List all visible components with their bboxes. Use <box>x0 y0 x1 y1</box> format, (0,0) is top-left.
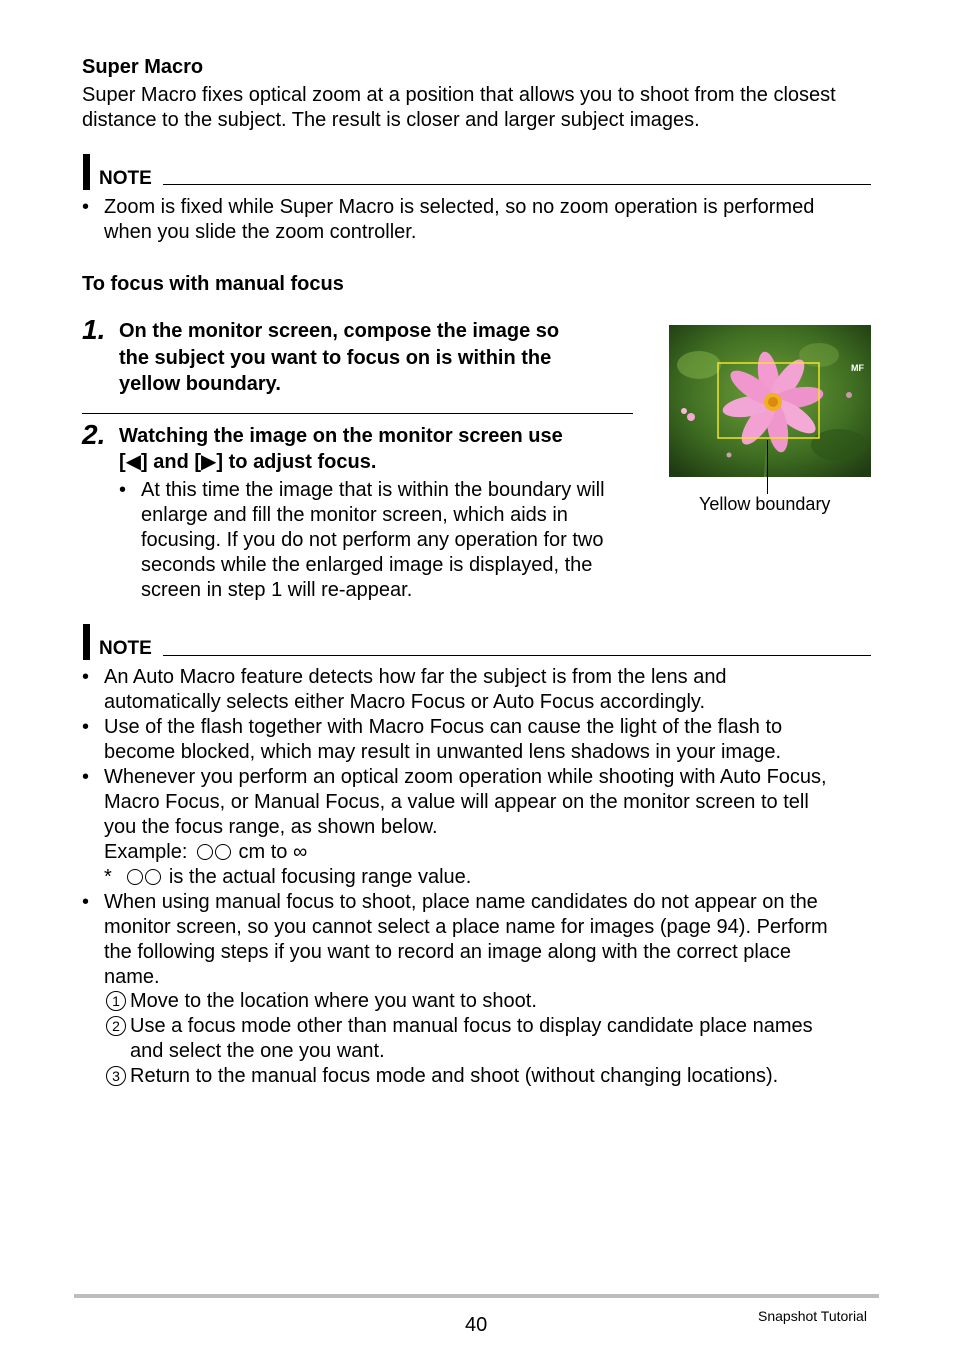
monitor-screen-image <box>669 325 871 477</box>
step-2-line-1: Watching the image on the monitor screen use <box>119 425 563 447</box>
step-1-line-2: the subject you want to focus on is within the <box>119 347 552 369</box>
note-marker-bar <box>83 154 90 190</box>
focus-range-footnote <box>104 865 471 890</box>
placeholder-circle-icon <box>197 844 213 860</box>
note2-b3-line-3: you the focus range, as shown below. <box>104 816 438 838</box>
step-2-sub-line-1: At this time the image that is within the boundary will <box>141 479 605 501</box>
note2-b1-line-1: An Auto Macro feature detects how far the subject is from the lens and <box>104 666 727 688</box>
note2-b1-line-2: automatically selects either Macro Focus or Auto Focus accordingly. <box>104 691 705 713</box>
mf-badge: MF <box>851 363 864 373</box>
numbered-step-2-line-2: and select the one you want. <box>130 1040 385 1062</box>
step-2-sub-line-5: screen in step 1 will re-appear. <box>141 579 413 601</box>
note2-bullet-2 <box>82 715 783 740</box>
bullet-dot: • <box>82 716 90 738</box>
flower-photo <box>669 325 871 477</box>
note-rule <box>163 655 871 656</box>
page-number: 40 <box>465 1314 488 1336</box>
step-1-number: 1. <box>82 314 106 345</box>
step-2-number: 2. <box>82 419 106 450</box>
numbered-step-2-text: Use a focus mode other than manual focus to display candidate place names <box>130 1015 813 1037</box>
note2-bullet-4 <box>82 890 818 915</box>
focus-range-example <box>104 840 307 865</box>
numbered-step-2 <box>106 1014 813 1039</box>
super-macro-line-1: Super Macro fixes optical zoom at a position that allows you to shoot from the closest <box>82 84 836 106</box>
note2-b2-line-1: Use of the flash together with Macro Focus can cause the light of the flash to <box>104 716 783 738</box>
note2-b3-line-1: Whenever you perform an optical zoom operation while shooting with Auto Focus, <box>104 766 827 788</box>
placeholder-circle-icon <box>215 844 231 860</box>
bullet-dot: • <box>82 891 90 913</box>
callout-leader-line <box>767 440 768 494</box>
step-1-line-1: On the monitor screen, compose the image so <box>119 320 560 342</box>
note1-line-1: Zoom is fixed while Super Macro is selected, so no zoom operation is performed <box>104 196 815 218</box>
note2-bullet-3 <box>82 765 827 790</box>
placeholder-circle-icon <box>127 869 143 885</box>
step-2-sub-line-4: seconds while the enlarged image is displayed, the <box>141 554 593 576</box>
circled-number-3: 3 <box>106 1066 126 1086</box>
note2-b2-line-2: become blocked, which may result in unwanted lens shadows in your image. <box>104 741 782 763</box>
step-2-sub-bullet <box>119 478 605 503</box>
numbered-step-3 <box>106 1064 778 1089</box>
numbered-step-1 <box>106 989 537 1014</box>
note-label: NOTE <box>99 168 152 189</box>
footnote-text: is the actual focusing range value. <box>168 866 472 888</box>
note-marker-bar <box>83 624 90 660</box>
step-2-sub-line-2: enlarge and fill the monitor screen, which aids in <box>141 504 568 526</box>
note-label: NOTE <box>99 638 152 659</box>
step-divider <box>82 413 633 414</box>
section-heading-manual-focus: To focus with manual focus <box>82 273 344 295</box>
note2-b4-line-4: name. <box>104 966 160 988</box>
note2-bullet-1 <box>82 665 727 690</box>
super-macro-line-2: distance to the subject. The result is closer and larger subject images. <box>82 109 700 131</box>
figure-caption: Yellow boundary <box>699 494 831 514</box>
section-heading-super-macro: Super Macro <box>82 56 204 78</box>
step-2-sub-line-3: focusing. If you do not perform any operation for two <box>141 529 604 551</box>
bullet-dot: • <box>82 766 90 788</box>
note2-b3-line-2: Macro Focus, or Manual Focus, a value will appear on the monitor screen to tell <box>104 791 809 813</box>
example-prefix: Example: <box>104 841 188 863</box>
footer-rule <box>74 1294 879 1298</box>
note-rule <box>163 184 871 185</box>
numbered-step-3-text: Return to the manual focus mode and shoot (without changing locations). <box>130 1065 779 1087</box>
circled-number-1: 1 <box>106 991 126 1011</box>
footer-section-title: Snapshot Tutorial <box>758 1308 867 1324</box>
note2-b4-line-2: monitor screen, so you cannot select a place name for images (page 94). Perform <box>104 916 828 938</box>
step-1-line-3: yellow boundary. <box>119 373 281 395</box>
note2-b4-line-3: the following steps if you want to record an image along with the correct place <box>104 941 792 963</box>
circled-number-2: 2 <box>106 1016 126 1036</box>
bullet-dot: • <box>82 196 90 218</box>
numbered-step-1-text: Move to the location where you want to shoot. <box>130 990 537 1012</box>
example-suffix: cm to ∞ <box>238 841 308 863</box>
note1-line-2: when you slide the zoom controller. <box>104 221 417 243</box>
placeholder-circle-icon <box>145 869 161 885</box>
bullet-dot: • <box>82 666 90 688</box>
note1-bullet <box>82 195 815 220</box>
asterisk: * <box>104 866 112 888</box>
note2-b4-line-1: When using manual focus to shoot, place name candidates do not appear on the <box>104 891 818 913</box>
bullet-dot: • <box>119 479 127 501</box>
step-2-line-2: [◀] and [▶] to adjust focus. <box>119 451 377 473</box>
